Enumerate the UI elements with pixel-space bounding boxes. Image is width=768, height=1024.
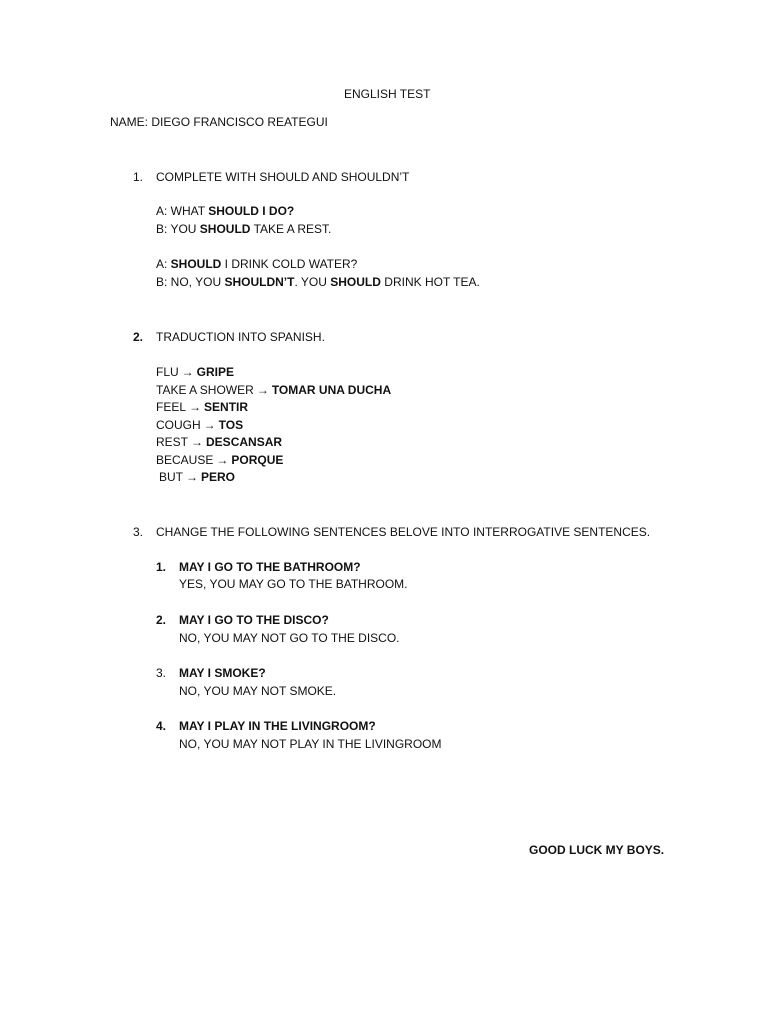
translation-item (156, 400, 248, 414)
question-number: 1. (156, 560, 167, 574)
right-arrow-icon: → (191, 435, 204, 449)
section-3-heading: CHANGE THE FOLLOWING SENTENCES BELOVE INTO INTERROGATIVE SENTENCES. (156, 525, 651, 539)
translation-english: REST (156, 435, 189, 449)
dialog-1-reply-answer: SHOULD (199, 222, 251, 236)
translation-spanish: PERO (201, 470, 236, 484)
translation-spanish: GRIPE (196, 365, 235, 379)
translation-item (156, 383, 391, 397)
name-value: DIEGO FRANCISCO REATEGUI (151, 115, 328, 129)
section-2-heading: TRADUCTION INTO SPANISH. (156, 330, 325, 344)
translation-english: TAKE A SHOWER (156, 383, 254, 397)
translation-spanish: DESCANSAR (206, 435, 283, 449)
question-text: MAY I GO TO THE BATHROOM? (179, 560, 361, 574)
dialog-2-reply-suffix: DRINK HOT TEA. (380, 275, 480, 289)
translation-item (156, 365, 234, 379)
section-2-number: 2. (133, 330, 144, 344)
dialog-2-reply-mid: . YOU (294, 275, 331, 289)
dialog-2-question (156, 257, 357, 271)
translation-spanish: SENTIR (204, 400, 249, 414)
translation-english: FEEL (156, 400, 187, 414)
answer-text: YES, YOU MAY GO TO THE BATHROOM. (179, 577, 408, 591)
right-arrow-icon: → (181, 365, 194, 379)
translation-english: COUGH (156, 418, 201, 432)
translation-item (156, 418, 243, 432)
section-3-number: 3. (133, 525, 144, 539)
section-1-heading: COMPLETE WITH SHOULD AND SHOULDN’T (156, 170, 410, 184)
dialog-1-reply-suffix: TAKE A REST. (250, 222, 332, 236)
right-arrow-icon: → (256, 383, 269, 397)
dialog-1-reply (156, 222, 331, 236)
translation-item (156, 453, 283, 467)
answer-text: NO, YOU MAY NOT SMOKE. (179, 684, 337, 698)
dialog-2-reply-answer-2: SHOULD (330, 275, 381, 289)
dialog-2-question-suffix: I DRINK COLD WATER? (221, 257, 358, 271)
dialog-2-question-prefix: A: (156, 257, 171, 271)
right-arrow-icon: → (203, 418, 216, 432)
question-text: MAY I PLAY IN THE LIVINGROOM? (179, 719, 376, 733)
right-arrow-icon: → (216, 453, 229, 467)
question-text: MAY I GO TO THE DISCO? (179, 613, 329, 627)
dialog-1-reply-prefix: B: YOU (156, 222, 200, 236)
translation-spanish: PORQUE (231, 453, 284, 467)
dialog-1-question (156, 204, 294, 218)
answer-text: NO, YOU MAY NOT PLAY IN THE LIVINGROOM (179, 737, 442, 751)
translation-spanish: TOS (218, 418, 244, 432)
translation-item (156, 435, 282, 449)
question-number: 4. (156, 719, 167, 733)
dialog-2-reply-answer-1: SHOULDN’T (224, 275, 295, 289)
translation-item (159, 470, 235, 484)
name-label: NAME: (110, 115, 149, 129)
question-number: 2. (156, 613, 167, 627)
dialog-1-question-prefix: A: WHAT (156, 204, 209, 218)
right-arrow-icon: → (186, 470, 198, 484)
dialog-2-question-answer: SHOULD (170, 257, 222, 271)
closing-message: GOOD LUCK MY BOYS. (529, 843, 665, 857)
translation-english: FLU (156, 365, 179, 379)
dialog-1-question-answer: SHOULD I DO? (208, 204, 295, 218)
dialog-2-reply-prefix: B: NO, YOU (156, 275, 225, 289)
translation-english: BECAUSE (156, 453, 214, 467)
section-1-number: 1. (133, 170, 144, 184)
student-name-line (110, 115, 328, 129)
translation-spanish: TOMAR UNA DUCHA (271, 383, 392, 397)
answer-text: NO, YOU MAY NOT GO TO THE DISCO. (179, 631, 400, 645)
document-title: ENGLISH TEST (344, 87, 431, 101)
question-text: MAY I SMOKE? (179, 666, 266, 680)
right-arrow-icon: → (189, 400, 202, 414)
translation-english: BUT (159, 470, 183, 484)
dialog-2-reply (156, 275, 480, 289)
question-number: 3. (156, 666, 167, 680)
